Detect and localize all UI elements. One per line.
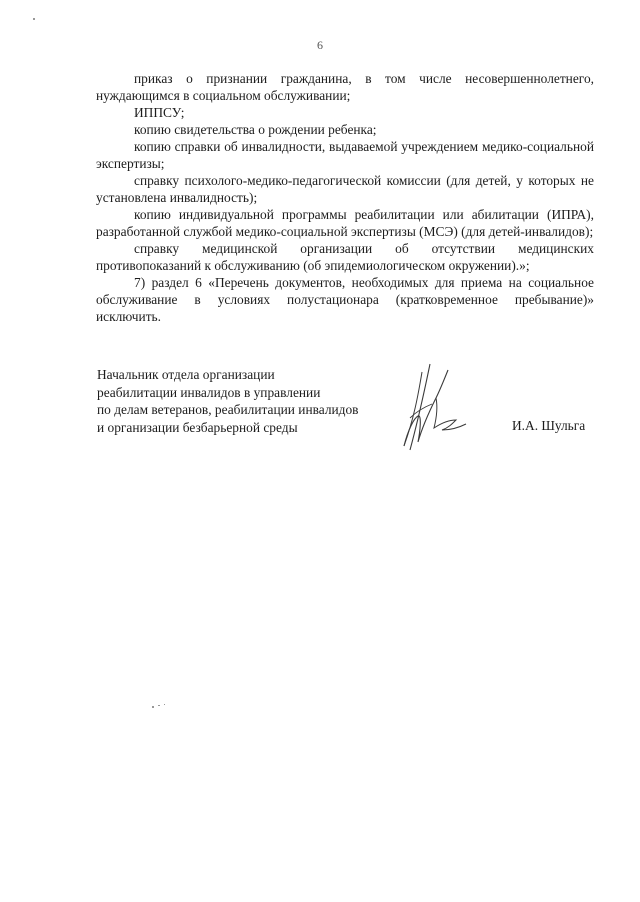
signer-name: И.А. Шульга [512, 418, 586, 433]
paragraph-birth-certificate: копию свидетельства о рождении ребенка; [134, 122, 377, 137]
scan-speck [152, 706, 154, 708]
handwritten-signature [392, 358, 472, 458]
scan-speck [33, 18, 35, 20]
signatory-title-line: реабилитации инвалидов в управлении [97, 384, 321, 400]
paragraph-ippsu: ИППСУ; [134, 105, 185, 120]
signatory-title [97, 366, 397, 436]
signatory-title-line: Начальник отдела организации [97, 367, 275, 382]
signatory-title-line: по делам ветеранов, реабилитации инвалидов [97, 402, 359, 417]
page-number: 6 [317, 38, 323, 52]
document-body [96, 70, 594, 325]
paragraph-medical-certificate: справку медицинской организации об отсутствии медицинских противопоказаний к обслуживанию (об эпидемиологическом окружении).»; [96, 241, 594, 273]
scan-speck [158, 705, 160, 706]
paragraph-section-7: 7) раздел 6 «Перечень документов, необходимых для приема на социальное обслуживание в условиях полустационара (кратковременное пребывание)» исключить. [96, 275, 594, 324]
signatory-title-line: и организации безбарьерной среды [97, 419, 298, 435]
paragraph-pmpk-certificate: справку психолого-медико-педагогической комиссии (для детей, у которых не установлена инвалидность); [96, 173, 594, 205]
scan-speck [164, 704, 165, 705]
paragraph-ipra-copy: копию индивидуальной программы реабилитации или абилитации (ИПРА), разработанной службой медико-социальной экспертизы (МСЭ) (для детей-инвалидов); [96, 207, 594, 239]
paragraph-disability-certificate: копию справки об инвалидности, выдаваемой учреждением медико-социальной экспертизы; [96, 139, 594, 171]
paragraph-order: приказ о признании гражданина, в том числе несовершеннолетнего, нуждающимся в социальном обслуживании; [96, 71, 594, 103]
